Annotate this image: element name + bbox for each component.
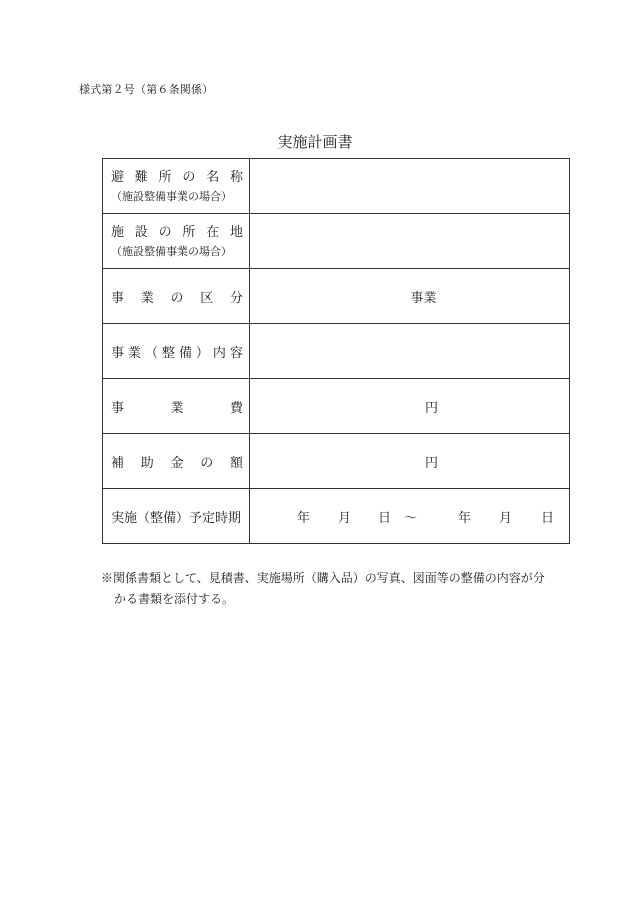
label-char: 避 <box>111 169 125 185</box>
note-line-2: かる書類を添付する。 <box>114 592 235 606</box>
label-char: 額 <box>229 455 243 471</box>
label-char: 備 <box>178 345 192 361</box>
label-char: 地 <box>229 224 243 240</box>
row-subsidy-amount <box>103 434 570 489</box>
row-scheduled-period <box>103 489 570 544</box>
attachment-note <box>101 568 571 610</box>
label-char: 区 <box>200 290 214 306</box>
label-char: 難 <box>134 169 148 185</box>
label-char: 金 <box>170 455 184 471</box>
range-tilde: ～ <box>404 510 418 526</box>
label-scheduled-period <box>103 489 250 544</box>
label-char: の <box>170 290 184 306</box>
value-project-cost[interactable] <box>250 379 570 434</box>
label-subsidy-amount <box>103 434 250 489</box>
label-char: 名 <box>206 169 220 185</box>
yen-unit: 円 <box>425 455 439 471</box>
value-facility-location[interactable] <box>250 214 570 269</box>
plan-table <box>102 158 570 544</box>
note-line-1: ※関係書類として、見積書、実施場所（購入品）の写真、図面等の整備の内容が分 <box>101 571 545 585</box>
label-char: 所 <box>182 224 196 240</box>
row-project-category <box>103 269 570 324</box>
value-shelter-name[interactable] <box>250 159 570 214</box>
row-project-content <box>103 324 570 379</box>
row-project-cost <box>103 379 570 434</box>
label-char: 事 <box>111 290 125 306</box>
value-project-content[interactable] <box>250 324 570 379</box>
label-project-content <box>103 324 250 379</box>
label-char: 助 <box>140 455 154 471</box>
document-title: 実施計画書 <box>277 133 353 151</box>
value-scheduled-period[interactable] <box>250 489 570 544</box>
label-char: 補 <box>111 455 125 471</box>
label-char: 費 <box>229 400 243 416</box>
label-facility-location <box>103 214 250 269</box>
year-label: 年 <box>458 510 472 526</box>
label-char: の <box>158 224 172 240</box>
label-sub: （施設整備事業の場合） <box>111 189 232 203</box>
label-char: 容 <box>229 345 243 361</box>
label-char: 所 <box>158 169 172 185</box>
label-char: 設 <box>134 224 148 240</box>
label-char: 分 <box>229 290 243 306</box>
label-char: 事 <box>111 345 125 361</box>
label-project-cost <box>103 379 250 434</box>
label-project-category <box>103 269 250 324</box>
label-char: 業 <box>127 345 141 361</box>
label-char: 業 <box>140 290 154 306</box>
label-char: 在 <box>206 224 220 240</box>
label-sub: （施設整備事業の場合） <box>111 244 232 258</box>
period-label: 実施（整備）予定時期 <box>111 510 242 526</box>
label-char: 称 <box>229 169 243 185</box>
label-char: 内 <box>212 345 226 361</box>
yen-unit: 円 <box>425 400 439 416</box>
row-facility-location <box>103 214 570 269</box>
label-shelter-name <box>103 159 250 214</box>
category-suffix: 事業 <box>410 290 437 306</box>
row-shelter-name <box>103 159 570 214</box>
month-label: 月 <box>338 510 352 526</box>
label-char: 施 <box>111 224 125 240</box>
value-subsidy-amount[interactable] <box>250 434 570 489</box>
label-char: 事 <box>111 400 125 416</box>
value-project-category[interactable] <box>250 269 570 324</box>
label-char: （ <box>144 345 158 361</box>
day-label: 日 <box>378 510 392 526</box>
year-label: 年 <box>297 510 311 526</box>
label-char: ） <box>195 345 209 361</box>
label-char: の <box>182 169 196 185</box>
form-number: 様式第２号（第６条関係） <box>79 83 214 96</box>
label-char: 業 <box>170 400 184 416</box>
day-label: 日 <box>541 510 555 526</box>
month-label: 月 <box>499 510 513 526</box>
label-char: の <box>200 455 214 471</box>
label-char: 整 <box>161 345 175 361</box>
